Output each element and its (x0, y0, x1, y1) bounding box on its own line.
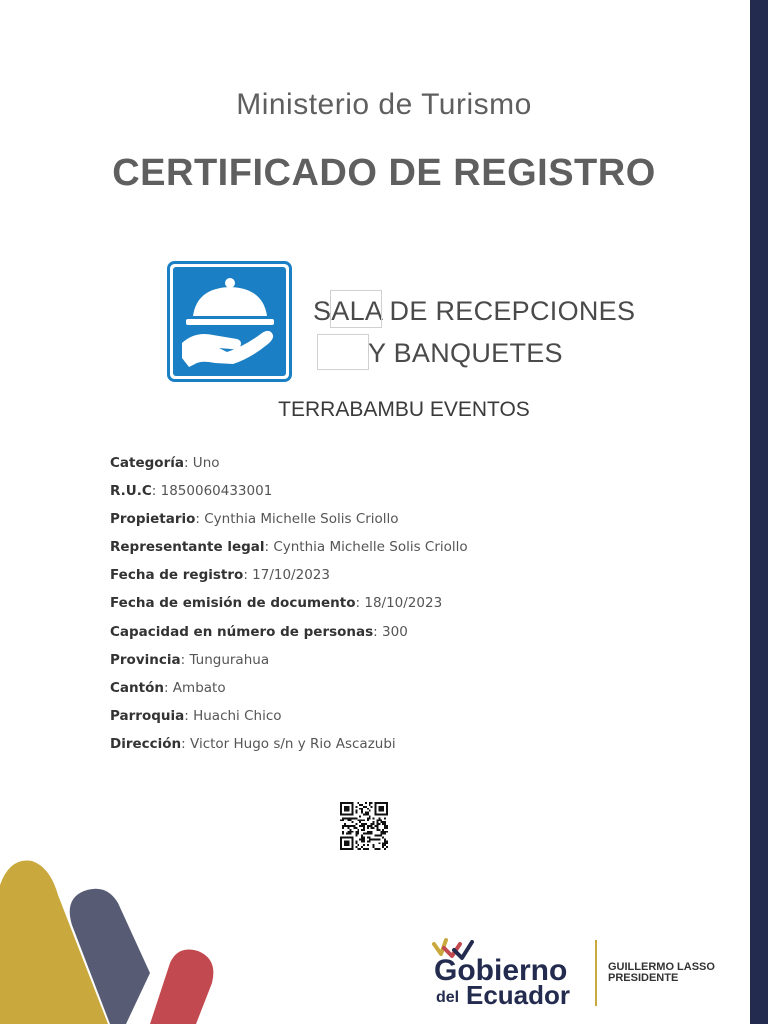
detail-value: : Cynthia Michelle Solis Criollo (195, 511, 399, 528)
detail-row (110, 537, 468, 565)
detail-value: : 17/10/2023 (243, 567, 330, 584)
waiter-cloche-icon (167, 261, 292, 382)
qr-code[interactable] (340, 802, 388, 850)
detail-row (110, 481, 468, 509)
detail-label: Fecha de registro (110, 567, 244, 584)
president-block (608, 962, 715, 984)
detail-row (110, 650, 468, 678)
detail-value: : Cynthia Michelle Solis Criollo (264, 539, 468, 556)
detail-label: Representante legal (110, 539, 265, 556)
activity-line-1: SALA DE RECEPCIONES (313, 296, 636, 326)
detail-label: Provincia (110, 651, 181, 668)
detail-row (110, 706, 468, 734)
detail-value: : Uno (183, 455, 220, 471)
detail-value: : 18/10/2023 (355, 595, 443, 612)
detail-value: : Victor Hugo s/n y Rio Ascazubi (181, 735, 396, 752)
logo-text-del: del (436, 989, 460, 1006)
detail-row (110, 593, 468, 621)
logo-divider (595, 940, 597, 1006)
logo-text-ecuador: Ecuador (466, 980, 571, 1010)
activity-type (313, 290, 635, 374)
business-name: TERRABAMBU EVENTOS (278, 398, 530, 421)
logo-text-gobierno: Gobierno (434, 954, 568, 987)
detail-value: : Tungurahua (180, 651, 270, 668)
certificate-title: CERTIFICADO DE REGISTRO (112, 152, 656, 194)
detail-value: : Huachi Chico (184, 707, 282, 724)
president-name: GUILLERMO LASSO (608, 961, 715, 973)
text-highlight-box (330, 290, 382, 328)
detail-row (110, 453, 468, 481)
detail-value: : 1850060433001 (151, 483, 273, 500)
ministry-name: Ministerio de Turismo (236, 88, 532, 121)
decorative-brand-shapes (0, 855, 230, 1024)
detail-label: Cantón (110, 679, 164, 696)
gobierno-ecuador-logo (432, 936, 584, 1010)
detail-row (110, 565, 468, 593)
detail-label: Dirección (110, 735, 182, 752)
detail-row (110, 509, 468, 537)
detail-label: Propietario (110, 511, 196, 528)
detail-value: : Ambato (163, 679, 226, 696)
activity-line-2-text: Y BANQUETES (368, 338, 563, 368)
detail-label: Parroquia (110, 707, 185, 724)
president-title: PRESIDENTE (608, 972, 679, 984)
detail-row (110, 678, 468, 706)
detail-label: Fecha de emisión de documento (110, 595, 356, 612)
detail-value: : 300 (373, 623, 408, 640)
detail-label: Capacidad en número de personas (110, 623, 374, 640)
registration-details (110, 453, 468, 762)
detail-row (110, 734, 468, 762)
detail-label: R.U.C (110, 483, 152, 500)
text-highlight-box (317, 334, 369, 370)
detail-row (110, 622, 468, 650)
detail-label: Categoría (110, 455, 184, 471)
